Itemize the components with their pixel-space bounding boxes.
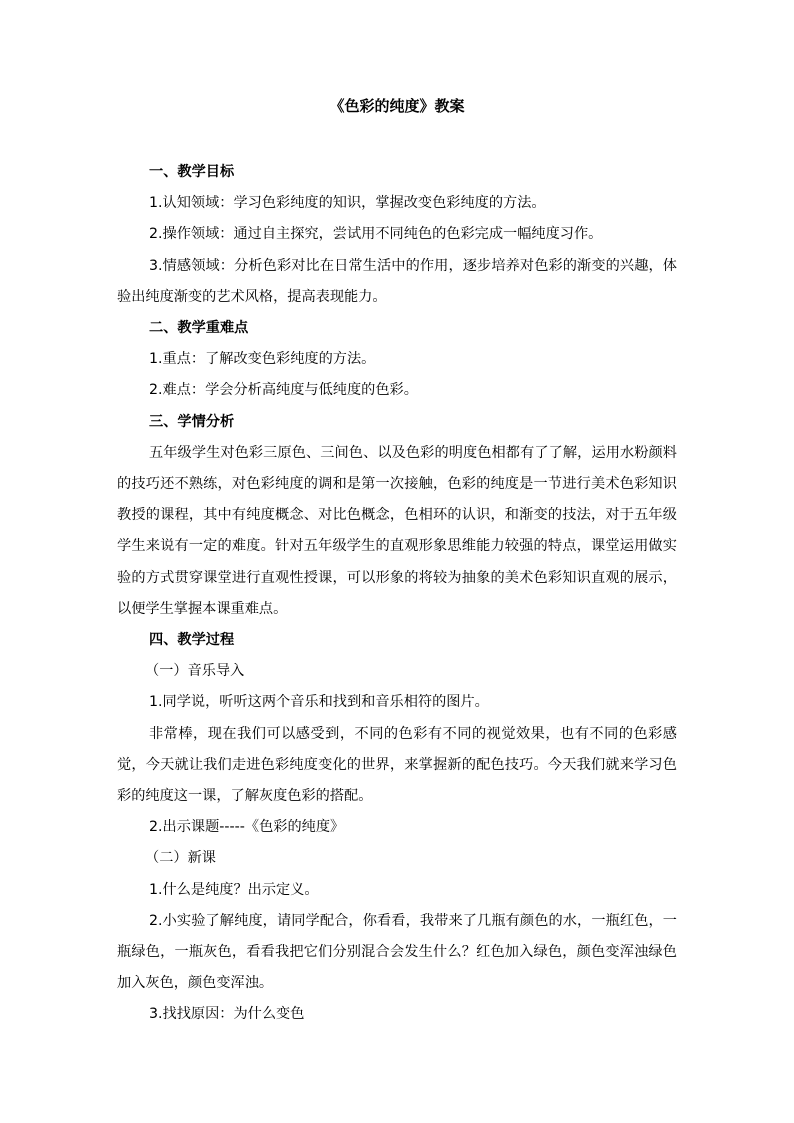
paragraph: 1.什么是纯度？出示定义。 [149, 881, 319, 898]
paragraph: 1.认知领域：学习色彩纯度的知识，掌握改变色彩纯度的方法。 [149, 195, 546, 212]
subsection-heading-music-intro: （一）音乐导入 [145, 663, 245, 680]
paragraph: 3.找找原因：为什么变色 [149, 1006, 305, 1023]
section-heading-objectives: 一、教学目标 [149, 164, 235, 180]
subsection-heading-new-lesson: （二）新课 [145, 850, 216, 867]
paragraph: 3.情感领域：分析色彩对比在日常生活中的作用，逐步培养对色彩的渐变的兴趣，体验出纯度渐变的艺术风格，提高表现能力。 [117, 257, 677, 305]
document-title: 《色彩的纯度》教案 [329, 97, 465, 115]
paragraph: 1.同学说，听听这两个音乐和找到和音乐相符的图片。 [149, 694, 489, 711]
section-heading-key-points: 二、教学重难点 [149, 320, 249, 337]
paragraph: 2.难点：学会分析高纯度与低纯度的色彩。 [149, 382, 418, 399]
paragraph: 非常棒，现在我们可以感受到，不同的色彩有不同的视觉效果，也有不同的色彩感觉，今天就让我们走进色彩纯度变化的世界，来掌握新的配色技巧。今天我们就来学习色彩的纯度这一课，了解灰度色彩的搭配。 [117, 725, 677, 805]
section-heading-student-analysis: 三、学情分析 [149, 413, 235, 430]
paragraph: 2.出示课题-----《色彩的纯度》 [149, 819, 345, 836]
document-body [117, 157, 677, 1031]
paragraph: 2.操作领域：通过自主探究，尝试用不同纯色的色彩完成一幅纯度习作。 [149, 226, 603, 243]
paragraph: 五年级学生对色彩三原色、三间色、以及色彩的明度色相都有了了解，运用水粉颜料的技巧还不熟练，对色彩纯度的调和是第一次接触，色彩的纯度是一节进行美术色彩知识教授的课程，其中有纯度概念、对比色概念，色相环的认识，和渐变的技法，对于五年级学生来说有一定的难度。针对五年级学生的直观形象思维能力较强的特点，课堂运用做实验的方式贯穿课堂进行直观性授课，可以形象的将较为抽象的美术色彩知识直观的展示，以便学生掌握本课重难点。 [117, 444, 677, 617]
paragraph: 1.重点：了解改变色彩纯度的方法。 [149, 351, 376, 368]
section-heading-teaching-process: 四、教学过程 [149, 632, 235, 649]
paragraph: 2.小实验了解纯度，请同学配合，你看看，我带来了几瓶有颜色的水，一瓶红色，一瓶绿色，一瓶灰色，看看我把它们分别混合会发生什么？红色加入绿色，颜色变浑浊绿色加入灰色，颜色变浑浊。 [117, 912, 677, 992]
